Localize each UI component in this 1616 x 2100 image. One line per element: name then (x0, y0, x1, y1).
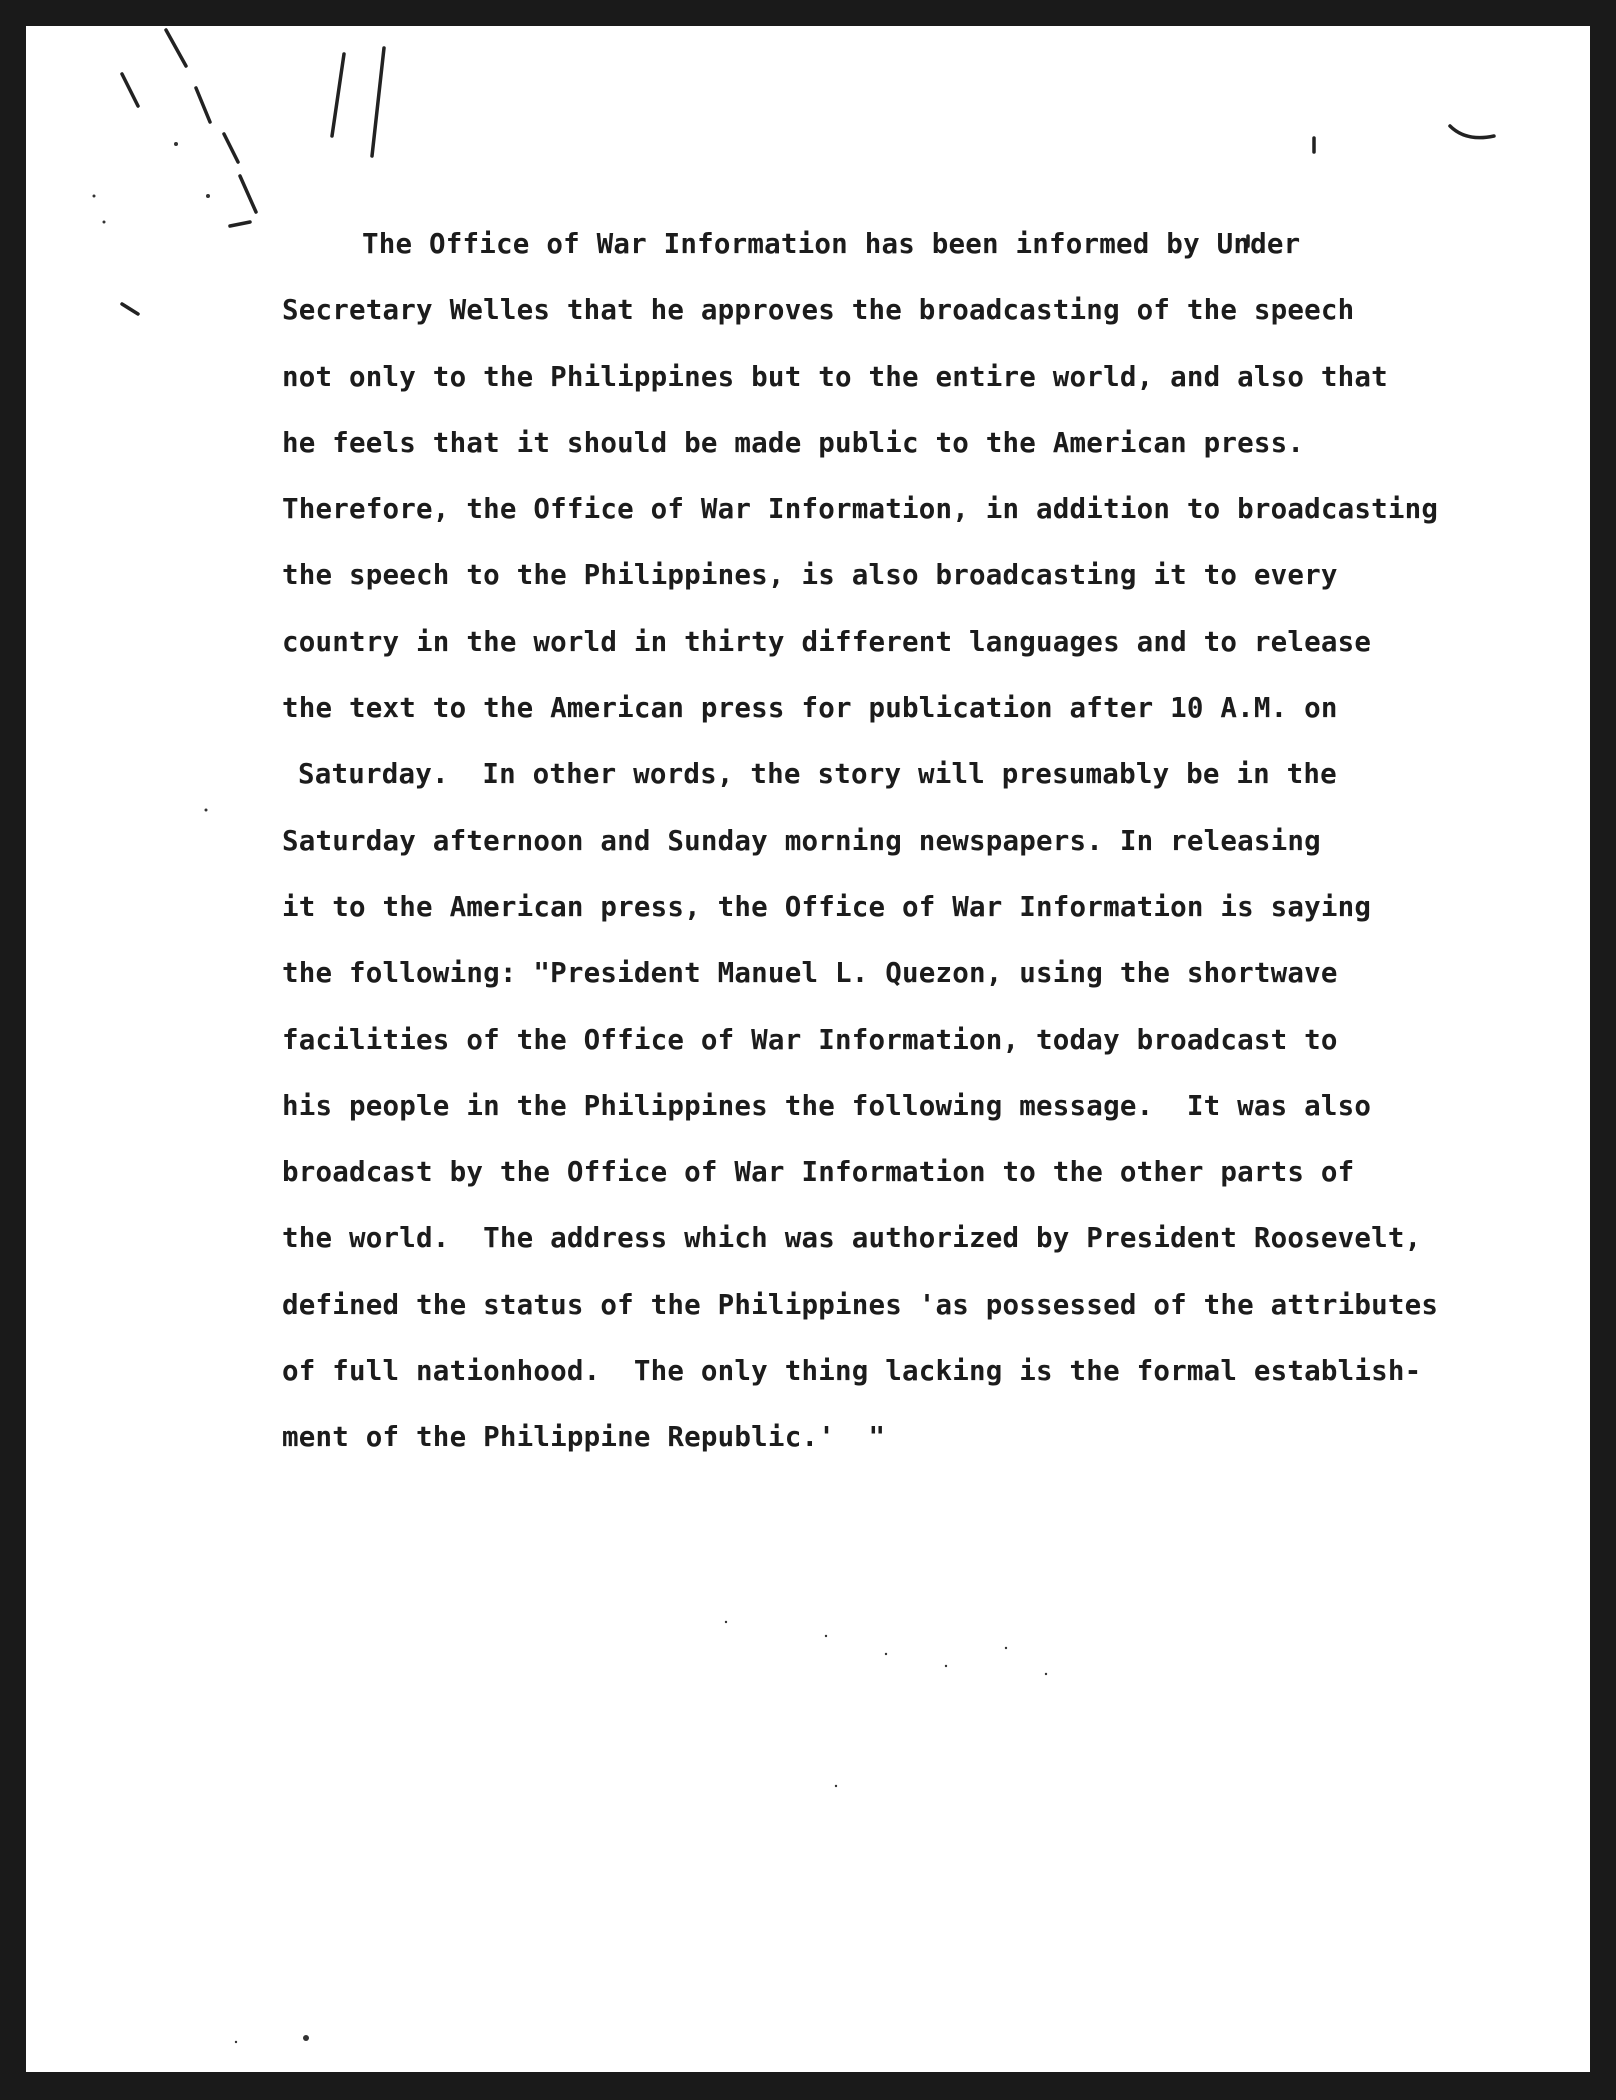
text-line: the text to the American press for publication after 10 A.M. on (282, 692, 1338, 725)
text-line: the world. The address which was authorized by President Roosevelt, (282, 1222, 1422, 1255)
document-page (26, 26, 1590, 2072)
text-line: Secretary Welles that he approves the broadcasting of the speech (282, 294, 1355, 327)
pen-stroke (240, 176, 256, 212)
speck (1045, 1673, 1047, 1675)
speck (825, 1635, 827, 1637)
text-line: it to the American press, the Office of War Information is saying (282, 890, 1372, 923)
pen-stroke (332, 54, 344, 136)
text-line: facilities of the Office of War Information, today broadcast to (282, 1023, 1338, 1056)
speck (205, 809, 208, 812)
pen-stroke (196, 88, 210, 122)
text-line: the speech to the Philippines, is also broadcasting it to every (282, 559, 1338, 592)
text-line: ment of the Philippine Republic.' " (282, 1421, 886, 1454)
pen-stroke (372, 48, 384, 156)
text-line: he feels that it should be made public to the American press. (282, 426, 1305, 459)
speck (174, 142, 178, 146)
pen-stroke (166, 30, 186, 66)
text-line: Saturday afternoon and Sunday morning newspapers. In releasing (282, 824, 1321, 857)
pen-stroke (230, 222, 250, 226)
pen-stroke (122, 74, 138, 106)
pen-stroke (224, 134, 238, 162)
text-line: Therefore, the Office of War Information, in addition to broadcasting (282, 493, 1439, 526)
speck (885, 1653, 887, 1655)
speck (725, 1621, 727, 1623)
speck (235, 2041, 237, 2043)
typed-text (282, 222, 1482, 1482)
text-line: the following: "President Manuel L. Quezon, using the shortwave (282, 957, 1338, 990)
text-line: country in the world in thirty different languages and to release (282, 625, 1372, 658)
pen-stroke (122, 304, 138, 314)
text-line: The Office of War Information has been informed by Under (362, 228, 1301, 260)
speck (93, 195, 96, 198)
text-line: defined the status of the Philippines 'as possessed of the attributes (282, 1288, 1439, 1321)
speck (835, 1785, 837, 1787)
speck (206, 194, 210, 198)
text-line: Saturday. In other words, the story will presumably be in the (298, 758, 1337, 791)
text-line: of full nationhood. The only thing lacking is the formal establish- (282, 1355, 1422, 1388)
speck (1005, 1647, 1007, 1649)
speck (303, 2035, 309, 2041)
speck (945, 1665, 947, 1667)
text-line: not only to the Philippines but to the entire world, and also that (282, 360, 1388, 393)
text-line: his people in the Philippines the following message. It was also (282, 1089, 1372, 1122)
speck (103, 221, 106, 224)
text-line: broadcast by the Office of War Information to the other parts of (282, 1156, 1355, 1189)
pen-stroke (1450, 126, 1494, 138)
